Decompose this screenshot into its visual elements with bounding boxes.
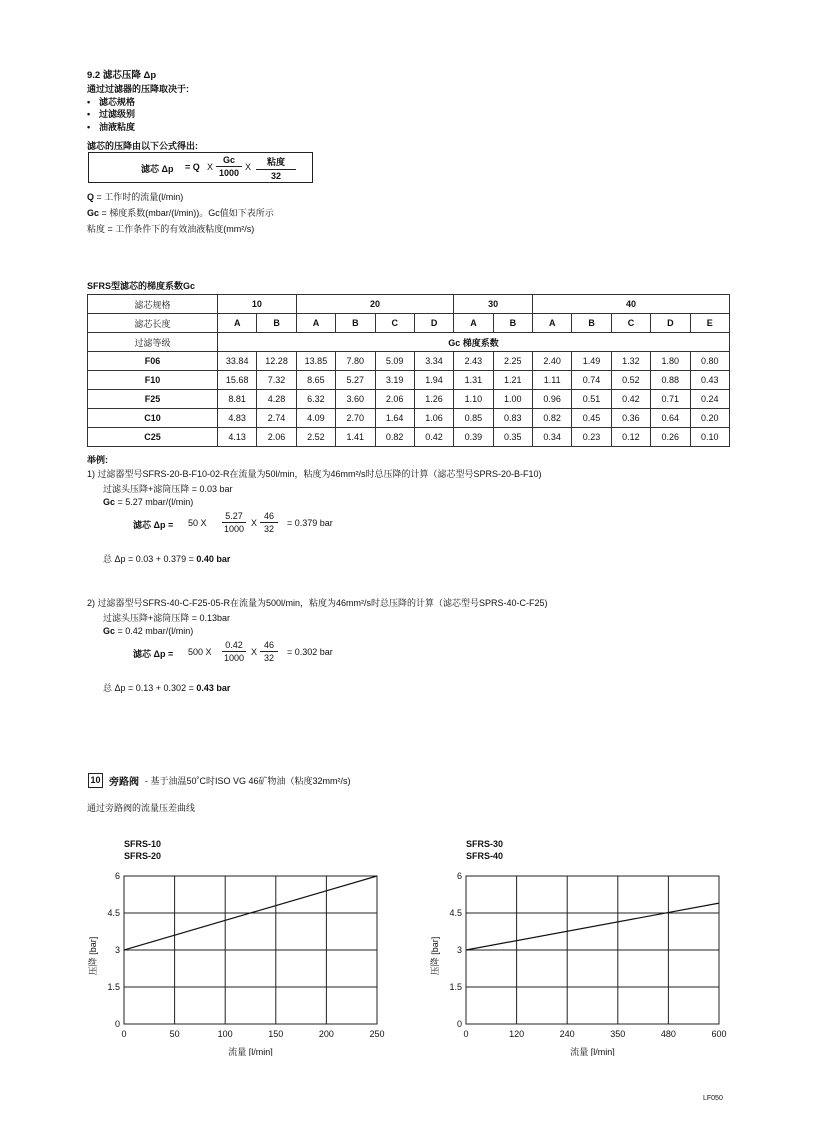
bullet-icon: • bbox=[87, 109, 91, 119]
calc-fraction-viscosity: $\frac{46}{32}$ bbox=[260, 511, 278, 534]
table-cell: 5.09 bbox=[375, 352, 414, 371]
table-cell: 0.82 bbox=[533, 409, 572, 428]
definition-q: Q = 工作时的流量(l/min) bbox=[87, 192, 184, 202]
table-cell: 0.51 bbox=[572, 390, 611, 409]
table-cell: 4.13 bbox=[218, 428, 257, 447]
table-header-cell: A bbox=[296, 314, 335, 333]
formula-eq: = Q bbox=[185, 162, 200, 172]
example-total: 总 Δp = 0.03 + 0.379 = 0.40 bar bbox=[103, 554, 231, 564]
y-tick-label: 1.5 bbox=[107, 982, 120, 992]
x-tick-label: 250 bbox=[369, 1029, 385, 1039]
formula-fraction-viscosity: 粘度 32 bbox=[256, 155, 296, 181]
calc-times: X bbox=[251, 518, 258, 528]
table-cell: 7.32 bbox=[257, 371, 296, 390]
table-header-cell: B bbox=[336, 314, 375, 333]
table-row bbox=[88, 409, 730, 428]
x-axis-label: 流量 [l/min] bbox=[570, 1047, 615, 1056]
table-cell: 8.81 bbox=[218, 390, 257, 409]
y-tick-label: 1.5 bbox=[449, 982, 462, 992]
calc-fraction-gc: $\frac{0.42}{1000}$ bbox=[223, 640, 245, 663]
table-cell: 0.39 bbox=[454, 428, 493, 447]
table-cell: 0.96 bbox=[533, 390, 572, 409]
x-axis-label: 流量 [l/min] bbox=[228, 1047, 273, 1056]
table-row-length bbox=[88, 314, 730, 333]
bullet-item: • 过滤级别 bbox=[87, 109, 136, 119]
table-title: SFRS型滤芯的梯度系数Gc bbox=[87, 281, 196, 291]
example-gc: Gc = 0.42 mbar/(l/min) bbox=[103, 626, 194, 636]
table-cell: 6.32 bbox=[296, 390, 335, 409]
calc-fraction-viscosity: $\frac{46}{32}$ bbox=[260, 640, 278, 663]
table-header-cell: E bbox=[690, 314, 730, 333]
table-grade-cell: C10 bbox=[88, 409, 218, 428]
formula-fraction-gc: $\frac{Gc}{1000}$ bbox=[216, 155, 242, 178]
table-cell: 0.23 bbox=[572, 428, 611, 447]
bullet-item: • 滤芯规格 bbox=[87, 96, 136, 107]
table-header-cell: C bbox=[611, 314, 650, 333]
example-housing-drop: 过滤头压降+滤筒压降 = 0.13bar bbox=[103, 613, 231, 623]
table-row bbox=[88, 371, 730, 390]
section-10-heading: 旁路阀 bbox=[109, 777, 139, 788]
table-header-cell: A bbox=[454, 314, 493, 333]
calc-lhs: 滤芯 Δp = bbox=[133, 520, 174, 530]
x-tick-label: 350 bbox=[610, 1029, 626, 1039]
x-tick-label: 480 bbox=[660, 1029, 676, 1039]
table-header-cell: 30 bbox=[454, 295, 533, 314]
example-heading: 1) 过滤器型号SFRS-20-B-F10-02-R在流量为50l/min，粘度为46mm²/s时总压降的计算（滤芯型号SPRS-20-B-F10) bbox=[87, 469, 542, 479]
y-tick-label: 4.5 bbox=[107, 908, 120, 918]
table-cell: 0.36 bbox=[611, 409, 650, 428]
definitions bbox=[87, 189, 274, 237]
table-cell: 1.49 bbox=[572, 352, 611, 371]
table-cell: 2.43 bbox=[454, 352, 493, 371]
table-row bbox=[88, 428, 730, 447]
example-housing-drop: 过滤头压降+滤筒压降 = 0.03 bar bbox=[103, 484, 233, 494]
table-cell: 2.06 bbox=[257, 428, 296, 447]
table-gc-header: Gc 梯度系数 bbox=[218, 333, 730, 352]
section-number-box: 10 bbox=[88, 773, 103, 788]
definition-viscosity: 粘度 = 工作条件下的有效油液粘度(mm²/s) bbox=[87, 224, 255, 234]
table-header-cell: C bbox=[375, 314, 414, 333]
calc-result: = 0.302 bar bbox=[287, 647, 333, 657]
table-row bbox=[88, 390, 730, 409]
table-cell: 1.80 bbox=[651, 352, 690, 371]
table-grade-cell: F10 bbox=[88, 371, 218, 390]
table-cell: 1.64 bbox=[375, 409, 414, 428]
table-cell: 2.25 bbox=[493, 352, 532, 371]
table-cell: 0.26 bbox=[651, 428, 690, 447]
gc-table bbox=[87, 294, 730, 447]
table-header-cell: D bbox=[651, 314, 690, 333]
table-cell: 0.45 bbox=[572, 409, 611, 428]
table-cell: 0.43 bbox=[690, 371, 730, 390]
table-header-cell: 40 bbox=[533, 295, 730, 314]
table-cell: 0.24 bbox=[690, 390, 730, 409]
table-cell: 0.12 bbox=[611, 428, 650, 447]
chart-1 bbox=[82, 866, 392, 1056]
calc-lhs: 滤芯 Δp = bbox=[133, 649, 174, 659]
table-header-cell: 10 bbox=[218, 295, 297, 314]
table-cell: 0.35 bbox=[493, 428, 532, 447]
table-grade-cell: F06 bbox=[88, 352, 218, 371]
table-header-cell: 20 bbox=[296, 295, 454, 314]
table-cell: 0.80 bbox=[690, 352, 730, 371]
table-cell: 2.40 bbox=[533, 352, 572, 371]
table-cell: 1.26 bbox=[414, 390, 453, 409]
table-grade-cell: C25 bbox=[88, 428, 218, 447]
x-tick-label: 0 bbox=[121, 1029, 127, 1039]
x-tick-label: 200 bbox=[318, 1029, 334, 1039]
section-10-title bbox=[88, 773, 351, 788]
table-cell: 4.09 bbox=[296, 409, 335, 428]
calc-q: 50 X bbox=[188, 518, 207, 528]
table-cell: 0.64 bbox=[651, 409, 690, 428]
chart-label: SFRS-30 bbox=[466, 839, 504, 849]
table-row-label: 滤芯长度 bbox=[88, 314, 218, 333]
example-calculation bbox=[133, 639, 383, 667]
x-tick-label: 0 bbox=[463, 1029, 469, 1039]
table-cell: 0.88 bbox=[651, 371, 690, 390]
section-10-subtitle: - 基于油温50˚C时ISO VG 46矿物油（粘度32mm²/s) bbox=[145, 776, 351, 786]
table-cell: 2.74 bbox=[257, 409, 296, 428]
x-tick-label: 100 bbox=[217, 1029, 233, 1039]
table-cell: 1.10 bbox=[454, 390, 493, 409]
table-cell: 12.28 bbox=[257, 352, 296, 371]
table-cell: 15.68 bbox=[218, 371, 257, 390]
table-row-size bbox=[88, 295, 730, 314]
table-grade-cell: F25 bbox=[88, 390, 218, 409]
x-tick-label: 600 bbox=[711, 1029, 727, 1039]
table-cell: 13.85 bbox=[296, 352, 335, 371]
x-tick-label: 240 bbox=[559, 1029, 575, 1039]
table-cell: 1.31 bbox=[454, 371, 493, 390]
y-axis-label: 压降 [bar] bbox=[430, 936, 440, 976]
y-tick-label: 0 bbox=[114, 1019, 120, 1029]
definition-gc: Gc = 梯度系数(mbar/(l/min))。Gc值如下表所示 bbox=[87, 208, 274, 218]
chart-label: SFRS-40 bbox=[466, 851, 504, 861]
table-cell: 4.28 bbox=[257, 390, 296, 409]
table-cell: 4.83 bbox=[218, 409, 257, 428]
y-tick-label: 0 bbox=[456, 1019, 462, 1029]
table-header-cell: A bbox=[218, 314, 257, 333]
y-tick-label: 6 bbox=[114, 871, 120, 881]
example-gc: Gc = 5.27 mbar/(l/min) bbox=[103, 497, 194, 507]
formula-lhs: 滤芯 Δp bbox=[141, 164, 174, 174]
y-tick-label: 6 bbox=[456, 871, 462, 881]
table-cell: 0.20 bbox=[690, 409, 730, 428]
examples-title: 举例: bbox=[87, 455, 108, 465]
table-row-label: 滤芯规格 bbox=[88, 295, 218, 314]
chart-2-labels bbox=[466, 838, 503, 862]
table-cell: 0.83 bbox=[493, 409, 532, 428]
table-header-cell: B bbox=[257, 314, 296, 333]
table-cell: 3.19 bbox=[375, 371, 414, 390]
bypass-curve bbox=[466, 903, 719, 950]
table-cell: 1.21 bbox=[493, 371, 532, 390]
example-calculation bbox=[133, 510, 383, 538]
example-total: 总 Δp = 0.13 + 0.302 = 0.43 bar bbox=[103, 683, 231, 693]
table-cell: 3.34 bbox=[414, 352, 453, 371]
table-cell: 0.52 bbox=[611, 371, 650, 390]
table-cell: 5.27 bbox=[336, 371, 375, 390]
table-cell: 0.71 bbox=[651, 390, 690, 409]
table-cell: 2.06 bbox=[375, 390, 414, 409]
table-row-label: 过滤等级 bbox=[88, 333, 218, 352]
table-header-cell: B bbox=[572, 314, 611, 333]
table-cell: 1.06 bbox=[414, 409, 453, 428]
chart-label: SFRS-20 bbox=[124, 851, 162, 861]
table-cell: 1.11 bbox=[533, 371, 572, 390]
table-cell: 2.52 bbox=[296, 428, 335, 447]
formula-times: X bbox=[245, 162, 252, 172]
table-header-cell: B bbox=[493, 314, 532, 333]
curve-note: 通过旁路阀的流量压差曲线 bbox=[87, 803, 196, 813]
y-axis-label: 压降 [bar] bbox=[88, 936, 98, 976]
table-cell: 1.94 bbox=[414, 371, 453, 390]
bullet-item: • 油液粘度 bbox=[87, 121, 136, 132]
table-cell: 1.00 bbox=[493, 390, 532, 409]
x-tick-label: 150 bbox=[268, 1029, 284, 1039]
example-heading: 2) 过滤器型号SFRS-40-C-F25-05-R在流量为500l/min，粘度为46mm²/s时总压降的计算（滤芯型号SPRS-40-C-F25) bbox=[87, 598, 548, 608]
table-header-cell: D bbox=[414, 314, 453, 333]
bullet-icon: • bbox=[87, 121, 91, 132]
formula-box bbox=[88, 152, 313, 183]
table-cell: 3.60 bbox=[336, 390, 375, 409]
table-body bbox=[88, 352, 730, 447]
calc-q: 500 X bbox=[188, 647, 212, 657]
table-cell: 2.70 bbox=[336, 409, 375, 428]
table-cell: 0.82 bbox=[375, 428, 414, 447]
table-cell: 1.41 bbox=[336, 428, 375, 447]
x-tick-label: 50 bbox=[169, 1029, 180, 1039]
table-row-grade-header bbox=[88, 333, 730, 352]
table-cell: 8.65 bbox=[296, 371, 335, 390]
calc-result: = 0.379 bar bbox=[287, 518, 333, 528]
table-cell: 0.42 bbox=[414, 428, 453, 447]
table-cell: 7.80 bbox=[336, 352, 375, 371]
formula-times: X bbox=[207, 162, 214, 172]
table-cell: 33.84 bbox=[218, 352, 257, 371]
table-row bbox=[88, 352, 730, 371]
section-title: 9.2 滤芯压降 Δp bbox=[87, 70, 157, 81]
calc-fraction-gc: $\frac{5.27}{1000}$ bbox=[223, 511, 245, 534]
y-tick-label: 4.5 bbox=[449, 908, 462, 918]
chart-1-labels bbox=[124, 838, 161, 862]
table-cell: 0.85 bbox=[454, 409, 493, 428]
bullet-icon: • bbox=[87, 96, 91, 107]
page-code: LF050 bbox=[703, 1095, 723, 1102]
x-tick-label: 120 bbox=[509, 1029, 525, 1039]
chart-label: SFRS-10 bbox=[124, 839, 162, 849]
table-cell: 0.34 bbox=[533, 428, 572, 447]
formula-lead: 滤芯的压降由以下公式得出: bbox=[87, 141, 198, 151]
table-cell: 0.10 bbox=[690, 428, 730, 447]
table-cell: 1.32 bbox=[611, 352, 650, 371]
intro-text: 通过过滤器的压降取决于: bbox=[87, 84, 189, 94]
y-tick-label: 3 bbox=[456, 945, 462, 955]
table-header-cell: A bbox=[533, 314, 572, 333]
intro-block bbox=[87, 83, 189, 133]
y-tick-label: 3 bbox=[114, 945, 120, 955]
table-cell: 0.74 bbox=[572, 371, 611, 390]
chart-2 bbox=[424, 866, 734, 1056]
calc-times: X bbox=[251, 647, 258, 657]
table-cell: 0.42 bbox=[611, 390, 650, 409]
